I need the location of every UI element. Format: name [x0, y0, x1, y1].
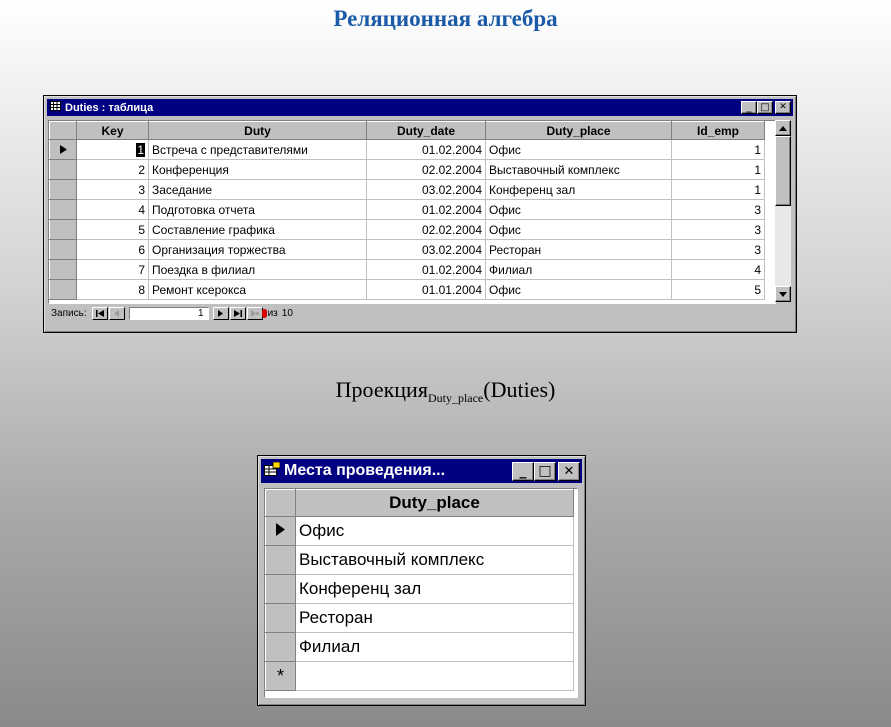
- record-selector[interactable]: [50, 160, 77, 180]
- row-selector-header: [50, 122, 77, 140]
- current-record-arrow-icon: [276, 523, 285, 536]
- record-of-text: из: [267, 308, 278, 319]
- places-window[interactable]: [257, 455, 586, 706]
- record-selector[interactable]: [50, 260, 77, 280]
- record-navigation: [51, 307, 293, 320]
- previous-record-icon: [114, 310, 119, 317]
- projection-caption: Проекция$_{Duty\_place}$(Duties): [335, 377, 556, 405]
- first-record-icon: [96, 310, 104, 317]
- arrow-up-icon: [779, 126, 787, 131]
- minimize-button[interactable]: _: [741, 101, 757, 114]
- next-record-button[interactable]: [213, 307, 229, 320]
- last-record-icon: [234, 310, 242, 317]
- record-selector[interactable]: [266, 517, 296, 546]
- duties-window-title: Duties : таблица: [65, 101, 154, 114]
- record-total: 10: [281, 308, 293, 319]
- record-count-indicator-icon: [262, 309, 267, 318]
- record-number-input[interactable]: 1: [129, 307, 209, 320]
- new-record-row[interactable]: [266, 662, 574, 691]
- table-icon: [50, 101, 61, 114]
- scroll-up-button[interactable]: [775, 120, 791, 136]
- next-record-icon: [218, 310, 223, 317]
- record-label: Запись:: [51, 308, 87, 319]
- slide-title: Реляционная алгебра: [333, 6, 558, 31]
- places-window-title: Места проведения...: [284, 462, 446, 479]
- table-row[interactable]: Офис: [266, 517, 574, 546]
- record-selector[interactable]: [266, 604, 296, 633]
- record-selector[interactable]: [266, 575, 296, 604]
- table-row[interactable]: 4 Подготовка отчета 01.02.2004 Офис 3: [50, 200, 765, 220]
- minimize-button[interactable]: _: [512, 462, 534, 481]
- query-icon: [264, 462, 280, 481]
- table-row[interactable]: 8 Ремонт ксерокса 01.01.2004 Офис 5: [50, 280, 765, 300]
- record-selector[interactable]: [50, 200, 77, 220]
- record-selector[interactable]: [50, 180, 77, 200]
- places-titlebar[interactable]: [261, 459, 582, 483]
- col-header-key[interactable]: Key: [77, 122, 149, 140]
- close-button[interactable]: ✕: [775, 101, 791, 114]
- new-record-button[interactable]: [247, 307, 263, 320]
- previous-record-button[interactable]: [109, 307, 125, 320]
- col-header-duty-place[interactable]: Duty_place: [486, 122, 672, 140]
- new-record-marker[interactable]: *: [266, 662, 296, 691]
- record-selector[interactable]: [266, 633, 296, 662]
- record-selector[interactable]: [50, 240, 77, 260]
- table-row[interactable]: Конференц зал: [266, 575, 574, 604]
- places-grid[interactable]: [264, 488, 578, 698]
- maximize-button[interactable]: □: [534, 462, 556, 481]
- table-row[interactable]: Филиал: [266, 633, 574, 662]
- first-record-button[interactable]: [92, 307, 108, 320]
- scroll-thumb[interactable]: [775, 136, 791, 206]
- record-selector[interactable]: [266, 546, 296, 575]
- col-header-id-emp[interactable]: Id_emp: [672, 122, 765, 140]
- close-button[interactable]: ✕: [558, 462, 580, 481]
- scroll-down-button[interactable]: [775, 286, 791, 302]
- row-selector-header: [266, 490, 296, 517]
- table-row[interactable]: Выставочный комплекс: [266, 546, 574, 575]
- vertical-scrollbar[interactable]: [775, 120, 791, 302]
- table-row[interactable]: Ресторан: [266, 604, 574, 633]
- table-row[interactable]: 1 Встреча с представителями 01.02.2004 Офис 1: [50, 140, 765, 160]
- table-row[interactable]: 6 Организация торжества 03.02.2004 Ресторан 3: [50, 240, 765, 260]
- table-row[interactable]: 2 Конференция 02.02.2004 Выставочный комплекс 1: [50, 160, 765, 180]
- record-selector[interactable]: [50, 220, 77, 240]
- duties-titlebar[interactable]: [47, 99, 793, 116]
- current-record-arrow-icon: [60, 145, 67, 154]
- duties-window[interactable]: [43, 95, 797, 333]
- record-selector[interactable]: [50, 140, 77, 160]
- arrow-down-icon: [779, 292, 787, 297]
- last-record-button[interactable]: [230, 307, 246, 320]
- record-selector[interactable]: [50, 280, 77, 300]
- table-row[interactable]: 5 Составление графика 02.02.2004 Офис 3: [50, 220, 765, 240]
- duties-grid[interactable]: [48, 120, 776, 304]
- maximize-button[interactable]: □: [757, 101, 773, 114]
- col-header-duty[interactable]: Duty: [149, 122, 367, 140]
- new-record-icon: [251, 310, 259, 317]
- col-header-duty-date[interactable]: Duty_date: [367, 122, 486, 140]
- table-row[interactable]: 3 Заседание 03.02.2004 Конференц зал 1: [50, 180, 765, 200]
- table-row[interactable]: 7 Поездка в филиал 01.02.2004 Филиал 4: [50, 260, 765, 280]
- col-header-duty-place[interactable]: Duty_place: [296, 490, 574, 517]
